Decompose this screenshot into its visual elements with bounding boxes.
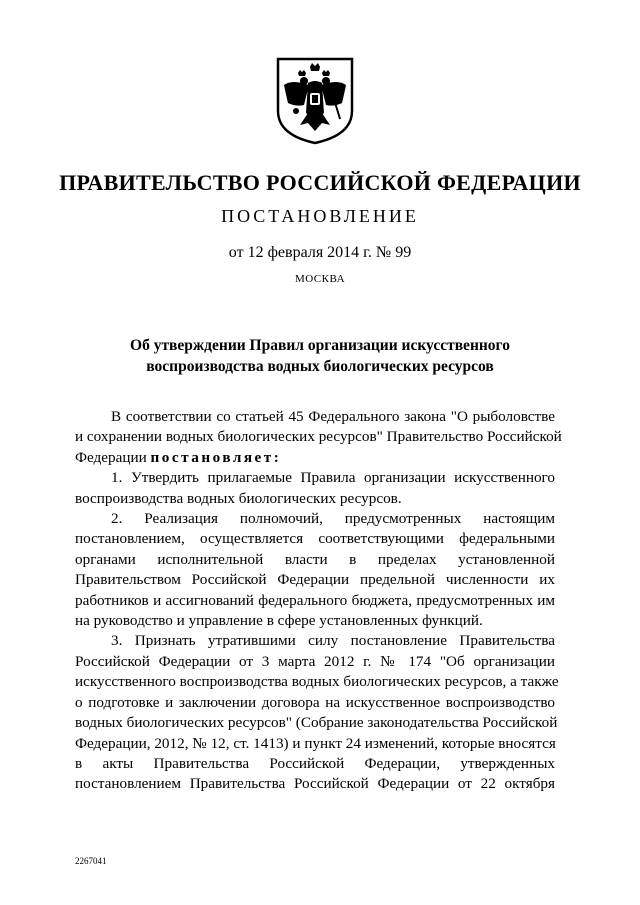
document-title <box>0 335 640 377</box>
body-line: воспроизводства водных биологических ресурсов. <box>75 489 402 507</box>
body-line: органами исполнительной власти в пределах установленной <box>75 550 555 568</box>
title-line: воспроизводства водных биологических ресурсов <box>146 358 494 375</box>
document-code: 2267041 <box>75 856 107 866</box>
body-line: на руководство и управление в сфере установленных функций. <box>75 612 483 630</box>
body-line: 1. Утвердить прилагаемые Правила организации искусственного <box>111 469 555 487</box>
title-line: Об утверждении Правил организации искусственного <box>130 337 510 354</box>
document-type: ПОСТАНОВЛЕНИЕ <box>221 206 419 226</box>
body-line: работников и ассигнований федерального бюджета, предусмотренных им <box>75 591 555 609</box>
body-line: о подготовке и заключении договора на искусственное воспроизводство <box>75 693 555 711</box>
coat-of-arms-icon <box>274 55 356 147</box>
body-line: и сохранении водных биологических ресурсов" Правительство Российской <box>75 428 562 446</box>
document-body <box>75 407 562 795</box>
body-line: В соответствии со статьей 45 Федерального закона "О рыболовстве <box>111 408 555 425</box>
body-line: искусственного воспроизводства водных биологических ресурсов, а также <box>75 673 559 691</box>
document-date-number: от 12 февраля 2014 г. № 99 <box>228 244 412 261</box>
body-line: Российской Федерации от 3 марта 2012 г. № 174 "Об организации <box>75 652 555 670</box>
body-line: постановлением, осуществляется соответствующими федеральными <box>75 530 555 548</box>
body-line: водных биологических ресурсов" (Собрание законодательства Российской <box>75 714 558 732</box>
body-line: Федерации, 2012, № 12, ст. 1413) и пункт 24 изменений, которые вносятся <box>75 734 556 752</box>
body-line: в акты Правительства Российской Федерации, утвержденных <box>75 754 555 772</box>
body-line <box>75 448 555 468</box>
body-line: постановлением Правительства Российской Федерации от 22 октября <box>75 775 555 793</box>
issuing-authority: ПРАВИТЕЛЬСТВО РОССИЙСКОЙ ФЕДЕРАЦИИ <box>59 170 581 195</box>
body-line: Правительством Российской Федерации предельной численности их <box>75 571 555 589</box>
body-line: 3. Признать утратившими силу постановление Правительства <box>111 632 555 650</box>
body-text: Федерации <box>75 448 151 466</box>
document-city: МОСКВА <box>294 273 346 285</box>
body-line: 2. Реализация полномочий, предусмотренных настоящим <box>111 510 555 528</box>
resolution-keyword: постановляет: <box>150 448 282 466</box>
